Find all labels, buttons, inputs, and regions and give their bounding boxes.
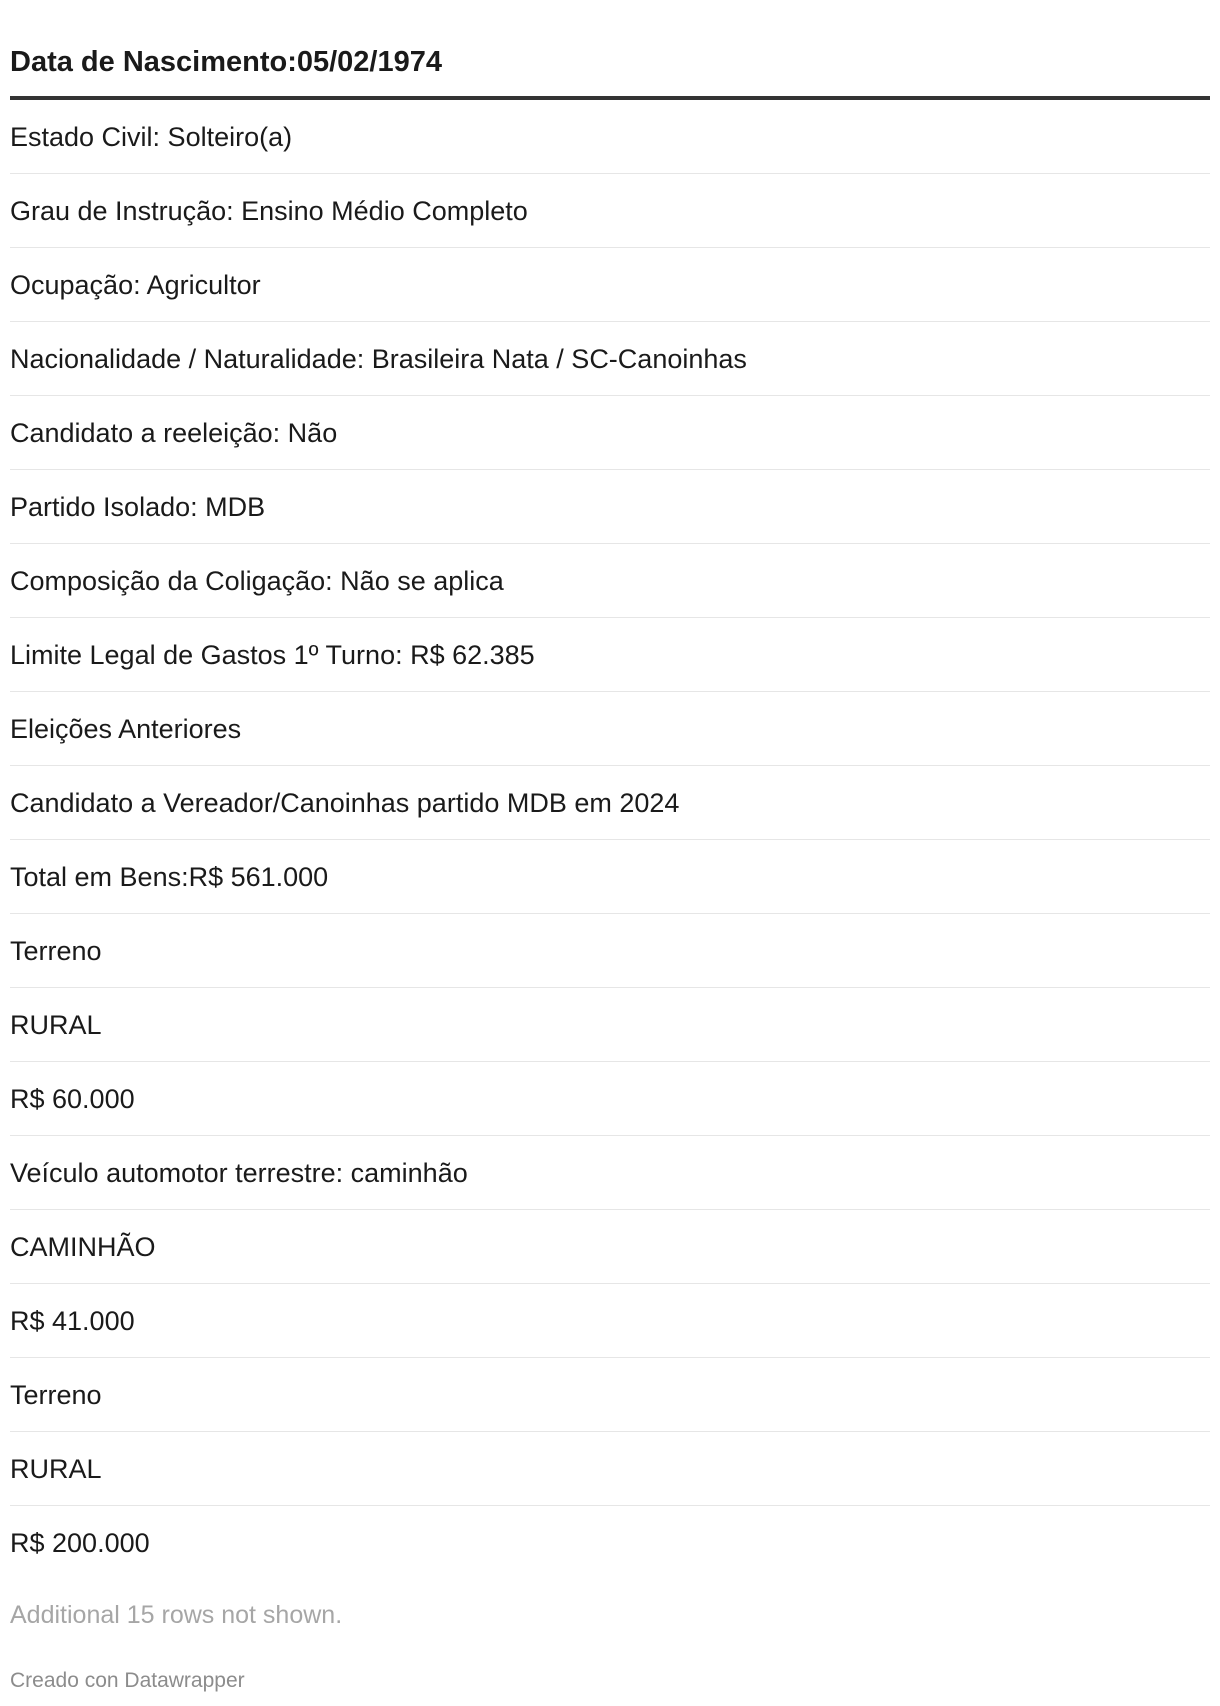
datawrapper-credit: Creado con Datawrapper [10,1669,245,1692]
table-row: R$ 60.000 [10,1062,1210,1136]
table-row: Grau de Instrução: Ensino Médio Completo [10,174,1210,248]
table-row: Eleições Anteriores [10,692,1210,766]
table-row: R$ 200.000 [10,1528,150,1558]
data-table [10,0,1210,1580]
table-row: Estado Civil: Solteiro(a) [10,100,1210,174]
table-row: Candidato a Vereador/Canoinhas partido MDB em 2024 [10,766,1210,840]
table-row: CAMINHÃO [10,1210,1210,1284]
table-row: Veículo automotor terrestre: caminhão [10,1136,1210,1210]
table-row: Composição da Coligação: Não se aplica [10,544,1210,618]
table-row: R$ 41.000 [10,1284,1210,1358]
column-header-birthdate: Data de Nascimento:05/02/1974 [10,46,442,78]
table-row: RURAL [10,1432,1210,1506]
table-notes: Additional 15 rows not shown. [10,1601,343,1629]
table-row: Partido Isolado: MDB [10,470,1210,544]
table-row: Nacionalidade / Naturalidade: Brasileira Nata / SC-Canoinhas [10,322,1210,396]
table-row: RURAL [10,988,1210,1062]
table-row: Ocupação: Agricultor [10,248,1210,322]
table-row: Candidato a reeleição: Não [10,396,1210,470]
table-header [10,0,1210,100]
table-body [10,100,1210,1580]
table-row: Limite Legal de Gastos 1º Turno: R$ 62.385 [10,618,1210,692]
table-row: Total em Bens:R$ 561.000 [10,840,1210,914]
table-row: Terreno [10,1358,1210,1432]
table-row: Terreno [10,914,1210,988]
